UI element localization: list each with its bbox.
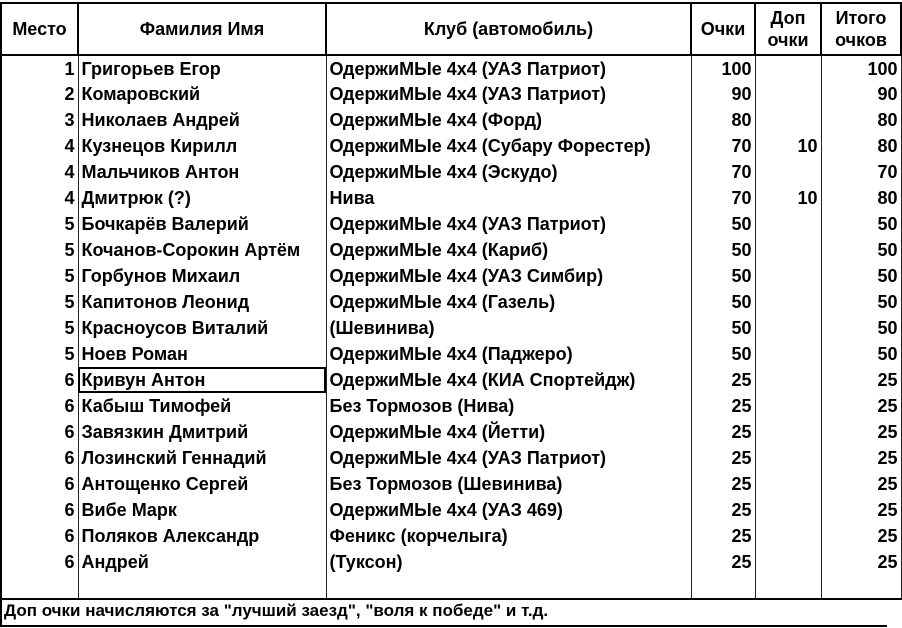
cell-points[interactable]: 50 xyxy=(691,341,755,367)
cell-total[interactable]: 100 xyxy=(821,55,901,81)
cell-place[interactable]: 6 xyxy=(1,367,78,393)
cell-club[interactable]: Нива xyxy=(326,185,691,211)
table-row xyxy=(1,315,901,341)
cell-total[interactable]: 70 xyxy=(821,159,901,185)
table-row xyxy=(1,523,901,549)
cell-name[interactable]: Завязкин Дмитрий xyxy=(78,419,326,445)
cell-points[interactable]: 25 xyxy=(691,471,755,497)
table-body xyxy=(1,55,901,599)
cell-bonus[interactable]: 10 xyxy=(755,133,821,159)
table-row xyxy=(1,549,901,575)
header-total[interactable]: Итого очков xyxy=(821,3,901,55)
cell-points[interactable]: 50 xyxy=(691,263,755,289)
cell-points[interactable]: 70 xyxy=(691,133,755,159)
cell-bonus[interactable] xyxy=(755,159,821,185)
cell-name[interactable]: Антощенко Сергей xyxy=(78,471,326,497)
empty-cell-name[interactable] xyxy=(78,575,326,599)
cell-points[interactable]: 100 xyxy=(691,55,755,81)
cell-bonus[interactable] xyxy=(755,523,821,549)
cell-club[interactable]: (Шевинива) xyxy=(326,315,691,341)
cell-bonus[interactable] xyxy=(755,419,821,445)
cell-bonus[interactable] xyxy=(755,497,821,523)
header-club[interactable]: Клуб (автомобиль) xyxy=(326,3,691,55)
cell-name[interactable]: Лозинский Геннадий xyxy=(78,445,326,471)
cell-total[interactable]: 50 xyxy=(821,289,901,315)
table-row xyxy=(1,393,901,419)
cell-total[interactable]: 50 xyxy=(821,341,901,367)
cell-place[interactable]: 6 xyxy=(1,471,78,497)
cell-points[interactable]: 80 xyxy=(691,107,755,133)
cell-total[interactable]: 25 xyxy=(821,419,901,445)
cell-name[interactable]: Комаровский xyxy=(78,81,326,107)
table-row xyxy=(1,419,901,445)
cell-club[interactable]: ОдержиМЫе 4x4 (УАЗ Симбир) xyxy=(326,263,691,289)
cell-total[interactable]: 25 xyxy=(821,393,901,419)
table-row xyxy=(1,185,901,211)
table-row xyxy=(1,471,901,497)
cell-total[interactable]: 25 xyxy=(821,367,901,393)
cell-club[interactable]: ОдержиМЫе 4x4 (Паджеро) xyxy=(326,341,691,367)
cell-name[interactable]: Горбунов Михаил xyxy=(78,263,326,289)
cell-total[interactable]: 80 xyxy=(821,185,901,211)
cell-bonus[interactable] xyxy=(755,55,821,81)
table-row xyxy=(1,55,901,81)
cell-club[interactable]: ОдержиМЫе 4x4 (КИА Спортейдж) xyxy=(326,367,691,393)
cell-points[interactable]: 25 xyxy=(691,549,755,575)
empty-row xyxy=(1,575,901,599)
cell-name[interactable]: Григорьев Егор xyxy=(78,55,326,81)
cell-place[interactable]: 4 xyxy=(1,133,78,159)
cell-place[interactable]: 5 xyxy=(1,237,78,263)
cell-club[interactable]: ОдержиМЫе 4x4 (УАЗ Патриот) xyxy=(326,211,691,237)
cell-total[interactable]: 50 xyxy=(821,315,901,341)
cell-club[interactable]: ОдержиМЫе 4x4 (УАЗ Патриот) xyxy=(326,55,691,81)
cell-place[interactable]: 4 xyxy=(1,185,78,211)
cell-place[interactable]: 5 xyxy=(1,263,78,289)
cell-name[interactable]: Андрей xyxy=(78,549,326,575)
cell-name[interactable]: Вибе Марк xyxy=(78,497,326,523)
empty-cell-total[interactable] xyxy=(821,575,901,599)
cell-name[interactable]: Бочкарёв Валерий xyxy=(78,211,326,237)
cell-club[interactable]: Феникс (корчелыга) xyxy=(326,523,691,549)
table-row xyxy=(1,497,901,523)
cell-name[interactable]: Кривун Антон xyxy=(78,367,326,393)
cell-club[interactable]: ОдержиМЫе 4x4 (Эскудо) xyxy=(326,159,691,185)
cell-points[interactable]: 25 xyxy=(691,367,755,393)
cell-place[interactable]: 6 xyxy=(1,393,78,419)
cell-club[interactable]: ОдержиМЫе 4x4 (УАЗ Патриот) xyxy=(326,445,691,471)
table-row xyxy=(1,107,901,133)
cell-total[interactable]: 50 xyxy=(821,263,901,289)
cell-place[interactable]: 6 xyxy=(1,497,78,523)
cell-place[interactable]: 4 xyxy=(1,159,78,185)
table-row xyxy=(1,263,901,289)
cell-points[interactable]: 70 xyxy=(691,159,755,185)
table-row xyxy=(1,289,901,315)
header-name[interactable]: Фамилия Имя xyxy=(78,3,326,55)
cell-name[interactable]: Красноусов Виталий xyxy=(78,315,326,341)
table-row xyxy=(1,445,901,471)
cell-name[interactable]: Капитонов Леонид xyxy=(78,289,326,315)
cell-bonus[interactable] xyxy=(755,393,821,419)
cell-club[interactable]: (Туксон) xyxy=(326,549,691,575)
table-row xyxy=(1,133,901,159)
empty-cell-club[interactable] xyxy=(326,575,691,599)
cell-points[interactable]: 25 xyxy=(691,445,755,471)
cell-points[interactable]: 50 xyxy=(691,211,755,237)
cell-total[interactable]: 25 xyxy=(821,523,901,549)
cell-name[interactable]: Николаев Андрей xyxy=(78,107,326,133)
cell-place[interactable]: 6 xyxy=(1,549,78,575)
cell-total[interactable]: 25 xyxy=(821,497,901,523)
cell-points[interactable]: 25 xyxy=(691,393,755,419)
cell-points[interactable]: 50 xyxy=(691,237,755,263)
cell-total[interactable]: 50 xyxy=(821,211,901,237)
header-row xyxy=(1,3,901,55)
cell-club[interactable]: ОдержиМЫе 4x4 (Йетти) xyxy=(326,419,691,445)
table-row xyxy=(1,211,901,237)
table-row xyxy=(1,367,901,393)
cell-points[interactable]: 90 xyxy=(691,81,755,107)
cell-place[interactable]: 5 xyxy=(1,315,78,341)
cell-points[interactable]: 25 xyxy=(691,497,755,523)
left-border xyxy=(0,578,2,626)
cell-bonus[interactable]: 10 xyxy=(755,185,821,211)
cell-name[interactable]: Кабыш Тимофей xyxy=(78,393,326,419)
cell-bonus[interactable] xyxy=(755,81,821,107)
cell-club[interactable]: ОдержиМЫе 4x4 (Газель) xyxy=(326,289,691,315)
cell-name[interactable]: Мальчиков Антон xyxy=(78,159,326,185)
cell-place[interactable]: 5 xyxy=(1,341,78,367)
cell-bonus[interactable] xyxy=(755,289,821,315)
cell-bonus[interactable] xyxy=(755,471,821,497)
cell-total[interactable]: 50 xyxy=(821,237,901,263)
cell-club[interactable]: ОдержиМЫе 4x4 (Форд) xyxy=(326,107,691,133)
cell-bonus[interactable] xyxy=(755,549,821,575)
cell-total[interactable]: 80 xyxy=(821,133,901,159)
cell-place[interactable]: 3 xyxy=(1,107,78,133)
header-place[interactable]: Место xyxy=(1,3,78,55)
table-row xyxy=(1,159,901,185)
cell-name[interactable]: Поляков Александр xyxy=(78,523,326,549)
cell-club[interactable]: ОдержиМЫе 4x4 (Кариб) xyxy=(326,237,691,263)
cell-place[interactable]: 6 xyxy=(1,445,78,471)
cell-place[interactable]: 1 xyxy=(1,55,78,81)
empty-cell-points[interactable] xyxy=(691,575,755,599)
cell-name[interactable]: Ноев Роман xyxy=(78,341,326,367)
cell-club[interactable]: ОдержиМЫе 4x4 (Субару Форестер) xyxy=(326,133,691,159)
cell-place[interactable]: 6 xyxy=(1,419,78,445)
results-table xyxy=(0,2,902,600)
cell-place[interactable]: 6 xyxy=(1,523,78,549)
empty-cell-bonus[interactable] xyxy=(755,575,821,599)
table-row xyxy=(1,341,901,367)
cell-name[interactable]: Дмитрюк (?) xyxy=(78,185,326,211)
table-row xyxy=(1,237,901,263)
cell-bonus[interactable] xyxy=(755,107,821,133)
cell-bonus[interactable] xyxy=(755,445,821,471)
empty-cell-place[interactable] xyxy=(1,575,78,599)
cell-bonus[interactable] xyxy=(755,315,821,341)
header-bonus[interactable]: Доп очки xyxy=(755,3,821,55)
cell-bonus[interactable] xyxy=(755,341,821,367)
cell-points[interactable]: 50 xyxy=(691,315,755,341)
cell-place[interactable]: 5 xyxy=(1,211,78,237)
cell-points[interactable]: 25 xyxy=(691,419,755,445)
cell-bonus[interactable] xyxy=(755,263,821,289)
cell-bonus[interactable] xyxy=(755,237,821,263)
cell-total[interactable]: 25 xyxy=(821,549,901,575)
cell-club[interactable]: Без Тормозов (Нива) xyxy=(326,393,691,419)
header-points[interactable]: Очки xyxy=(691,3,755,55)
cell-total[interactable]: 25 xyxy=(821,445,901,471)
cell-points[interactable]: 25 xyxy=(691,523,755,549)
table-row xyxy=(1,81,901,107)
cell-points[interactable]: 70 xyxy=(691,185,755,211)
cell-points[interactable]: 50 xyxy=(691,289,755,315)
cell-club[interactable]: ОдержиМЫе 4x4 (УАЗ Патриот) xyxy=(326,81,691,107)
cell-club[interactable]: Без Тормозов (Шевинива) xyxy=(326,471,691,497)
cell-name[interactable]: Кузнецов Кирилл xyxy=(78,133,326,159)
cell-bonus[interactable] xyxy=(755,367,821,393)
cell-total[interactable]: 80 xyxy=(821,107,901,133)
bottom-border xyxy=(0,625,887,627)
cell-place[interactable]: 2 xyxy=(1,81,78,107)
footnote[interactable]: Доп очки начисляются за "лучший заезд", "воля к победе" и т.д. xyxy=(4,601,549,620)
cell-total[interactable]: 90 xyxy=(821,81,901,107)
cell-club[interactable]: ОдержиМЫе 4x4 (УАЗ 469) xyxy=(326,497,691,523)
cell-name[interactable]: Кочанов-Сорокин Артём xyxy=(78,237,326,263)
cell-place[interactable]: 5 xyxy=(1,289,78,315)
cell-total[interactable]: 25 xyxy=(821,471,901,497)
cell-bonus[interactable] xyxy=(755,211,821,237)
